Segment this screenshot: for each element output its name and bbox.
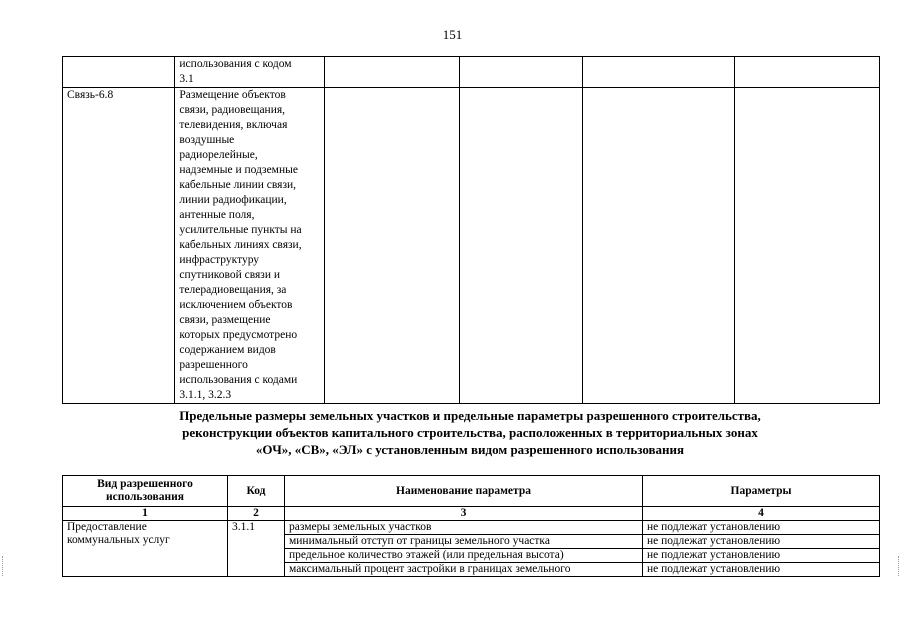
param-value-cell: не подлежат установлению	[643, 521, 880, 535]
column-number-row	[63, 507, 880, 521]
scan-edge-mark	[898, 556, 903, 576]
table-cell	[735, 57, 880, 88]
table-cell	[582, 57, 735, 88]
use-description-cell: Размещение объектов связи, радиовещания, телевидения, включая воздушные радиорелейные, надземные и подземные кабельные линии связи, линии радиофикации, антенные поля, усилительные пункты на кабельных линиях связи, инфраструктуру спутниковой связи и телерадиовещания, за исключением объектов связи, размещение которых предусмотрено содержанием видов разрешенного использования с кодами 3.1.1, 3.2.3	[175, 88, 325, 404]
column-number: 2	[228, 507, 285, 521]
column-header: Параметры	[643, 476, 880, 507]
table-row	[63, 521, 880, 535]
param-name-cell: максимальный процент застройки в границах земельного	[285, 563, 643, 577]
column-header: Наименование параметра	[285, 476, 643, 507]
table-cell	[460, 57, 582, 88]
table-cell	[735, 88, 880, 404]
table-cell	[63, 57, 175, 88]
param-name-cell: предельное количество этажей (или предельная высота)	[285, 549, 643, 563]
table-cell	[460, 88, 582, 404]
column-header: Код	[228, 476, 285, 507]
use-type-cell: Связь-6.8	[63, 88, 175, 404]
heading-line: реконструкции объектов капитального строительства, расположенных в территориальных зонах	[182, 425, 758, 440]
column-number: 4	[643, 507, 880, 521]
table-cell	[324, 88, 459, 404]
use-description-cell: использования с кодом 3.1	[175, 57, 325, 88]
header-row	[63, 476, 880, 507]
table-row	[63, 57, 880, 88]
column-header: Вид разрешенного использования	[63, 476, 228, 507]
heading-line: «ОЧ», «СВ», «ЭЛ» с установленным видом разрешенного использования	[255, 442, 685, 457]
column-number: 1	[63, 507, 228, 521]
table-cell	[582, 88, 735, 404]
heading-line: Предельные размеры земельных участков и предельные параметры разрешенного строительства,	[179, 408, 761, 423]
section-heading	[60, 407, 880, 458]
code-cell: 3.1.1	[228, 521, 285, 577]
param-name-cell: размеры земельных участков	[285, 521, 643, 535]
param-value-cell: не подлежат установлению	[643, 549, 880, 563]
use-type-cell: Предоставление коммунальных услуг	[63, 521, 228, 577]
continuation-table	[62, 56, 880, 404]
param-value-cell: не подлежат установлению	[643, 563, 880, 577]
param-name-cell: минимальный отступ от границы земельного участка	[285, 535, 643, 549]
parameters-table	[62, 475, 880, 577]
param-value-cell: не подлежат установлению	[643, 535, 880, 549]
scan-edge-mark	[2, 556, 7, 576]
table-cell	[324, 57, 459, 88]
column-number: 3	[285, 507, 643, 521]
table-row	[63, 88, 880, 404]
page-number: 151	[442, 27, 463, 42]
